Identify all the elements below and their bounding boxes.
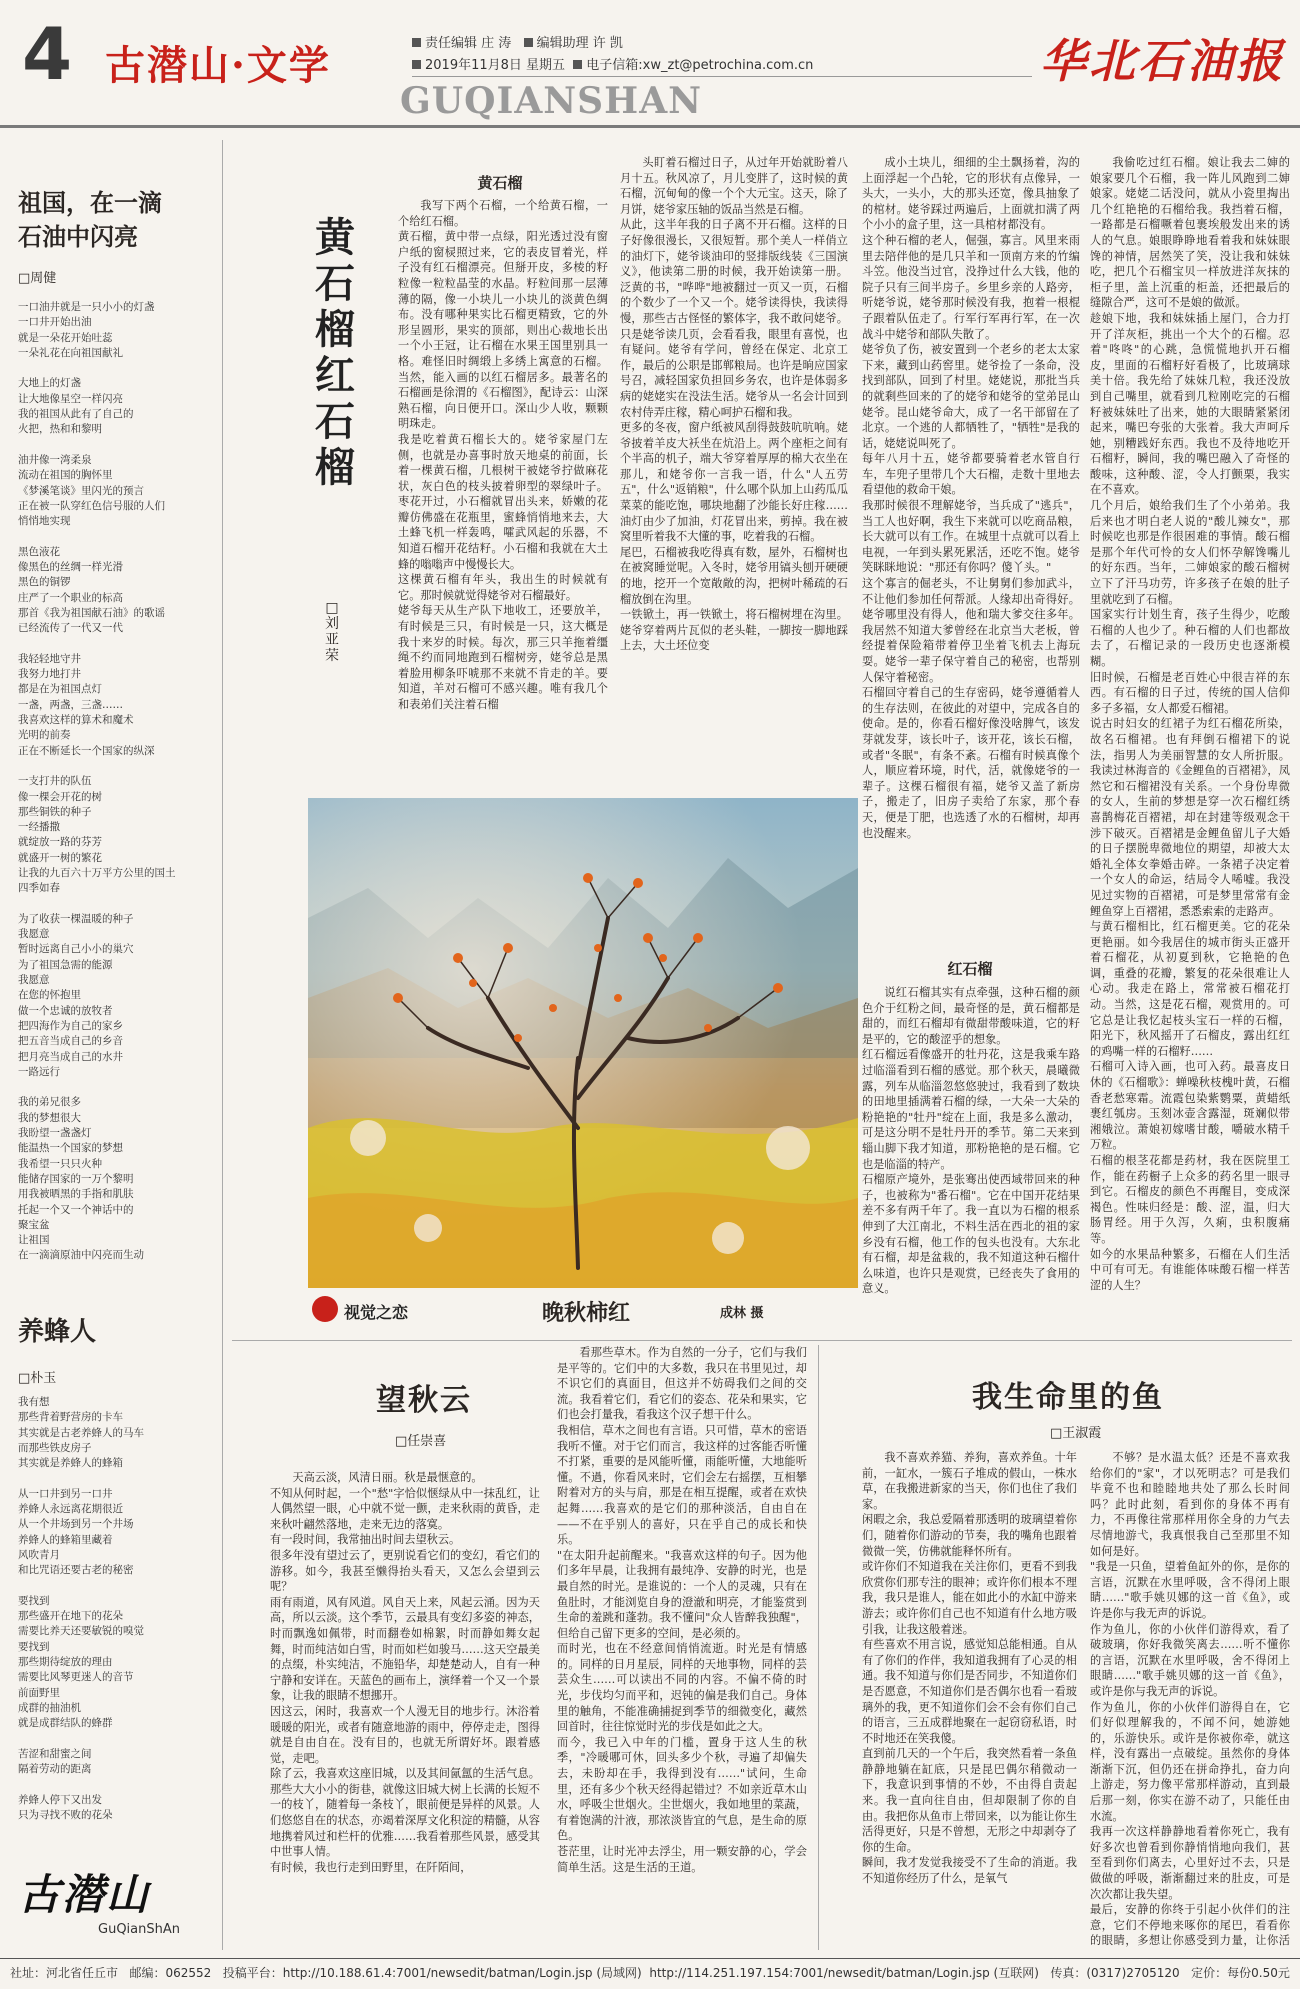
feature-col4 xyxy=(1090,155,1290,1330)
column-divider xyxy=(222,140,223,1950)
essay2-col2-text: 不够？是水温太低？还是不喜欢我给你们的"家"，才以死明志？可是我们毕竟不也和睦睦地共处了那么长时间吗？此时此刻，看到你的身体不再有力，不再像往常那样用你全身的力气去尽情地游弋，我真恨我自己至那里不知如何是好。 "我是一只鱼，望着鱼缸外的你，是你的言语，沉默在水里呼吸，含不得闭上眼睛……"歌手姚贝娜的这一首《鱼》，或许是你与我无声的诉说。 作为鱼儿，你的小伙伴们游得欢，看了破玻璃，你好我微笑离去……听不懂你的言语，沉默在水里呼吸，舍不得闭上眼睛……"歌手姚贝娜的这一首《鱼》，或许是你与我无声的诉说。 作为鱼儿，你的小伙伴们游得自在，它们好似理解我的，不闻不问，她游她的，乐游快乐。或许是你被你牵，就这样，没有露出一点破绽。虽然你的身体渐渐下沉，但仍还在拼命挣扎，奋力向上游走，努力像平常那样游动，直到最后那一刻，你实在游不动了，只能任由水流。 我再一次这样静静地看着你死亡，我有好多次也曾看到你静悄悄地向我们，甚至看到你们离去，心里好过不去，只是做做的呼吸，渐渐翻过来的肚皮，可是次次都让我失望。 最后，安静的你终于引起小伙伴们的注意，它们不停地来啄你的尾巴，看看你的眼睛，多想让你感受到力量，让你活 xyxy=(1090,1451,1290,1948)
essay1-col1 xyxy=(270,1470,540,1950)
feature-subtitle-2: 红石榴 xyxy=(947,960,993,978)
persimmon-photo xyxy=(308,798,858,1288)
poem1-author: □周健 xyxy=(18,271,57,286)
section-logo xyxy=(18,1862,218,1942)
feature-author: □刘亚荣 xyxy=(325,600,339,664)
essay2-author: □王淑霞 xyxy=(1050,1426,1102,1441)
feature-col1 xyxy=(398,198,608,793)
date-line xyxy=(412,54,813,73)
flower-icon xyxy=(312,1296,338,1322)
newspaper-masthead: 华北石油报 xyxy=(1040,34,1285,88)
photo-credit: 成林 摄 xyxy=(720,1306,764,1321)
essay2-col1 xyxy=(862,1450,1077,1950)
assistant-editor: 编辑助理 许 凯 xyxy=(536,36,623,51)
poem1-title-line2: 石油中闪亮 xyxy=(18,222,138,251)
lower-section-rule xyxy=(232,1340,1292,1341)
essay2-col2 xyxy=(1090,1450,1290,1950)
essay2-col1-text: 我不喜欢养猫、养狗，喜欢养鱼。十年前，一缸水，一簇石子堆成的假山，一株水草，在我搬进新家的当天，你们也住了我们家。 闲暇之余，我总爱隔着那透明的玻璃望着你们，随着你们游动的节奏，我的嘴角也跟着微微一笑，仿佛就能释怀所有。 或许你们不知道我在关注你们，更看不到我欣赏你们那专注的眼神；或许你们根本不理我，我只是谁人，能在如此小的水缸中游来游去；或许你们自己也不知道有什么地方吸引我，让我这般着迷。 有些喜欢不用言说，感觉知总能相通。自从有了你们的作伴，我知道我拥有了心灵的相通。我不知道与你们是否同步，不知道你们是否愿意，不知道你们是否偶尔也看一看玻璃外的我，更不知道你们会不会有你们自己的语言，三五成群地聚在一起窃窃私语，时不时地还在笑我傻。 直到前几天的一个午后，我突然看着一条鱼静静地躺在缸底，只是昆巴偶尔稍微动一下，我意识到事情的不妙，不由得自责起来。我一直向往自由，但却限制了你的自由。我把你从鱼市上带回来，以为能让你生活得更好，只是不曾想，无形之中却剥夺了你的生命。 瞬间，我才发觉我接受不了生命的消逝。我不知道你经历了什么，是氧气 xyxy=(862,1451,1077,1886)
feature-col3b xyxy=(862,985,1080,1330)
header-divider xyxy=(412,76,1032,77)
feature-col2 xyxy=(620,155,848,793)
footer-platform-web: http://114.251.197.154:7001/newsedit/batman/Login.jsp (互联网) xyxy=(649,1966,1039,1980)
feature-col4-text: 我偷吃过红石榴。娘让我去二婶的娘家要几个石榴，我一阵儿风跑到二婶娘家。姥姥二话没问，就从小瓷里掏出几个红艳艳的石榴给我。我挡着石榴，一路都是石榴噘着包裹埃般发出来的诱人的气息。娘眼睁睁地看着我和妹妹眼馋的神情，居然笑了笑，没让我和妹妹吃，把几个石榴宝贝一样放进洋灰抹的柜子里，盖上沉重的柜盖，还把最后的缝隙合严，这可不是娘的做派。 趁娘下地，我和妹妹插上屋门，合力打开了洋灰柜，挑出一个大个的石榴。忍着"咚咚"的心跳，急慌慌地扒开石榴皮，里面的石榴籽好看极了，比玻璃球美十倍。我先给了妹妹几粒，我还没放到自己嘴里，就看到几粒刚吃完的石榴籽被妹妹吐了出来，她的大眼睛紧紧闭起来，嘴巴夸张的大张着。我大声呵斥她，别糟践好东西。我也不及待地吃开石榴籽，瞬间，我的嘴巴融入了奇怪的酸味，这种酸、涩，令人打颤栗，我实在不喜欢。 几个月后，娘给我们生了个小弟弟。我后来也才明白老人说的"酸儿辣女"，那时候吃也那是作很困难的事情。酸石榴是那个年代可怜的女人们怀孕解馋嘴儿的好东西。当年，二婶娘家的酸石榴树立下了汗马功劳，许多孩子在娘的肚子里就吃到了石榴。 国家实行计划生育，孩子生得少，吃酸石榴的人也少了。种石榴的人们也都故去了，石榴记录的一段历史也逐渐模糊。 旧时候，石榴是老百姓心中很吉祥的东西。有石榴的日子过，传统的国人信仰多子多福，女人都爱石榴裙。 说古时妇女的红裙子为红石榴花所染，故名石榴裙。也有拜倒石榴裙下的说法，指男人为美丽智慧的女人所折服。我读过林海音的《金鲤鱼的百褶裙》，凤然它和石榴裙没有关系。一个身份卑微的女人，生前的梦想是穿一次石榴红绣喜鹊梅花百褶裙，却在封建等级观念干涉下破灭。百褶裙是金鲤鱼留儿子大婚的日子摆脱卑微地位的期望，却被大太婚礼全体女拳婚击碎。一条裙子决定着一个女人的命运，结局令人唏嘘。我没见过实物的百褶裙，可是梦里常常有金鲤鱼穿上百褶裙，悉悉索索的走路声。 与黄石榴相比，红石榴更美。它的花朵更艳丽。如今我居住的城市街头正盛开着石榴花，从初夏到秋，它艳艳的色调，重叠的花瓣，繁复的花朵很难让人心动。我走在路上，常常被石榴花打动。当然，这是花石榴，观赏用的。可它总是让我忆起枝头宝石一样的石榴，阳光下，秋风摇开了石榴皮，露出红红的鸡嘴一样的石榴籽…… 石榴可入诗入画，也可入药。最喜皮日休的《石榴歌》：蝉噪秋枝槐叶黄，石榴香老愁寒霜。流霞包染紫鹦粟，黄蜡纸裹红瓠房。玉刻冰壶含露湿，斑斓似带湘娥泣。萧娘初嫁嗜甘酸，嚼破水精千万粒。 石榴的根茎花都是药材，我在医院里工作，能在药橱子上众多的药名里一眼寻到它。石榴皮的颜色不再醒目，变成深褐色。性味归经是：酸、涩，温，归大肠胃经。用于久泻，久痢，虫积腹痛等。 如今的水果品种繁多，石榴在人们生活中可有可无。有谁能体味酸石榴一样苦涩的人生？ xyxy=(1090,156,1290,1292)
page-number: 4 xyxy=(22,12,73,96)
feature-col1-text: 我写下两个石榴，一个给黄石榴，一个给红石榴。 黄石榴，黄中带一点绿，阳光透过没有窗户纸的窗棂照过来，它的表皮冒着光，样子没有红石榴漂亮。但掰开皮，多棱的籽粒像一粒粒晶莹的水晶。籽粒间那一层薄薄的隔，像一小块儿一小块儿的淡黄色绸布。没有哪种果实比石榴更精致，它的外形呈圆形，果实的顶部，则出心裁地长出一个小王冠，让石榴在水果王国里别具一格。难怪旧时绸缎上多绣上寓意的石榴。当然，能入画的以红石榴居多。最著名的石榴画是徐渭的《石榴图》，配诗云：山深熟石榴，向日便开口。深山少人收，颗颗明珠走。 我是吃着黄石榴长大的。姥爷家屋门左侧，也就是办喜事时放天地桌的前面，长着一棵黄石榴，几根树干被姥爷拧做麻花状，灰白色的枝头披着卵型的翠绿叶子。枣花开过，小石榴就冒出头来，娇嫩的花瓣仿佛盛在花瓶里，蜜蜂悄悄地来去，大土蜂飞机一样轰鸣，嚯武风起的乐器，不知道石榴开花结籽。小石榴和我就在大土蜂的嗡嗡声中慢慢长大。 这棵黄石榴有年头，我出生的时候就有它。那时候就觉得姥爷对石榴最好。 姥爷每天从生产队下地收工，还要放羊，有时候是三只，有时候是一只，这大概是我十来岁的时候。每次，那三只羊拖着缰绳不约而同地跑到石榴树旁，姥爷总是黑着脸用柳条吓唬那不来就不肯走的羊。要知道，羊对石榴可不感兴趣。唯有我几个和表弟们关注着石榴 xyxy=(398,199,608,711)
editor: 责任编辑 庄 涛 xyxy=(425,36,512,51)
photo-illustration xyxy=(308,798,858,1288)
footer-address: 社址：河北省任丘市 xyxy=(10,1966,119,1980)
logo-pinyin: GuQianShAn xyxy=(98,1922,180,1937)
editor-line xyxy=(412,32,623,51)
photo-column-name: 视觉之恋 xyxy=(344,1303,409,1322)
footer-fax: 传真：(0317)2705120 xyxy=(1050,1966,1180,1980)
essay1-author: □任崇喜 xyxy=(395,1434,447,1449)
feature-title-text: 黄石榴 红石榴 xyxy=(315,214,355,491)
feature-col3-text: 成小土块儿，细细的尘土飘扬着，沟的上面浮起一个凸轮，它的形状有点像异，一头大，一头小，大的那头还宽，像具抽象了的棺材。姥爷踩过两遍后，上面就扣满了两个小小的盒子里，这一具棺材都没有。 这个种石榴的老人，倔强，寡言。风里来雨里去陪伴他的是几只羊和一顶南方来的竹编斗笠。他没当过官，没挣过什么大钱，他的院子只有三间半房子。乡里乡亲的人路旁，听姥爷说，姥爷那时候没有我，抱着一根棍子跟着队伍走了。行军行军再行军，在一次战斗中姥爷和部队失散了。 姥爷负了伤，被安置到一个老乡的老太太家下来，藏到山药窖里。姥爷捡了一条命，没找到部队，回到了村里。姥姥说，那批当兵的就剩些回来的了的姥爷和姥爷的堂弟昆山姥爷。昆山姥爷命大，成了一名干部留在了北京。一个逃的人都牺牲了，"牺牲"是我的话，姥姥说叫死了。 每年八月十五，姥爷都要骑着老水管自行车，车兜子里带几个大石榴，走数十里地去看望他的救命干娘。 我那时候很不理解姥爷，当兵成了"逃兵"，当工人也好啊，我生下来就可以吃商品粮，长大就可以有工作。在城里十点就可以看上电视，一年到头累死累活，还吃不饱。姥爷笑眯眯地说："那还有你吗？傻丫头。" 这个寡言的倔老头，不让舅舅们参加武斗，不让他们参加任何帮派。人缘却出奇得好。姥爷哪里没有得人，他和瑞大爹交往多年。我居然不知道大爹曾经在北京当大老板，曾经提着保险箱带着停卫坐着飞机去上海玩耍。姥爷一辈子保守着自己的秘密，也帮别人保守着秘密。 石榴回守着自己的生存密码，姥爷遵循着人的生存法则，在彼此的对望中，完成各自的使命。是的，你看石榴好像没啥脾气，该发芽就发芽，该长叶子，该开花，该长石榴，或者"冬眠"，有条不紊。石榴有时候真像个人，顺应着环境，时代，活，就像姥爷的一辈子。这棵石榴很有福，姥爷又盖了新房子，搬走了，旧房子卖给了东家，那个春天，便是丁肥，也选透了水的石榴树，却再也没醒来。 xyxy=(862,156,1080,840)
issue-date: 2019年11月8日 星期五 xyxy=(425,58,566,73)
poem1-title-line1: 祖国，在一滴 xyxy=(18,188,162,217)
footer-rule xyxy=(0,1958,1300,1959)
essay-divider xyxy=(818,1345,819,1950)
photo-title: 晚秋柿红 xyxy=(542,1300,631,1326)
section-title: 古潜山·文学 xyxy=(105,42,331,89)
photo-caption-bar xyxy=(308,1292,858,1328)
footer-platform-lan: 投稿平台：http://10.188.61.4:7001/newsedit/batman/Login.jsp (局域网) xyxy=(222,1966,642,1980)
poem2-author: □朴玉 xyxy=(18,1371,57,1386)
feature-subtitle-1: 黄石榴 xyxy=(477,174,523,192)
feature-vertical-title xyxy=(310,215,360,491)
header-rule xyxy=(0,125,1300,128)
feature-col2-text: 头盯着石榴过日子，从过年开始就盼着八月十五。秋风凉了，月儿变胖了，这时候的黄石榴，沉甸甸的像一个个大元宝。这天，除了月饼，姥爷家压轴的饭品当然是石榴。 从此，这半年我的日子离不开石榴。这样的日子好像很漫长，又很短暂。那个美人一样俏立的油灯下，姥爷谈油印的竖排版线装《三国演义》，他读第二册的时候，我开始读第一册。泛黄的书，"哗哗"地被翻过一页又一页，石榴的个数少了一个又一个。姥爷读得快，我读得慢，那些古古怪怪的繁体字，我不敢问姥爷。只是姥爷读几页，会看看我，眼里有喜悦，也有疑问。姥爷有学问，曾经在保定、北京工作，最后的公职是邯郸粮局。也许是晌应国家号召，减轻国家负担回乡务农，也许是体弱多病的姥姥实在没法生活。姥爷从一名会计回到农村侍弄庄稼，精心呵护石榴和我。 更多的冬夜，窗户纸被风刮得鼓鼓吭吭响。姥爷披着羊皮大袄坐在炕沿上。两个座柜之间有个半高的机子，端大爷穿着厚厚的棉大衣坐在那儿，和姥爷你一言我一语，什么"人五劳五"，什么"返销粮"，什么哪个队加上山药瓜瓜菜菜的能吃饱，哪块地翻了沙能长好庄稼……油灯由少了加油，灯花冒出来，剪掉。我在被窝里听着我不大懂的事，吃着我的石榴。 尾巴，石榴被我吃得真有数，屋外，石榴树也在被窝睡觉呢。入冬时，姥爷用镐头刨开硬硬的地，挖开一个宽敞敞的沟，把树叶稀疏的石榴放倒在沟里。 一铁锨土，再一铁锨土，将石榴树埋在沟里。姥爷穿着两片瓦似的老头鞋，一脚按一脚地踩上去，大土坯位变 xyxy=(620,156,848,653)
logo-chars: 古潜山 xyxy=(18,1870,151,1919)
poem2-title: 养蜂人 xyxy=(18,1317,97,1347)
footer-price: 定价：每份0.50元 xyxy=(1191,1966,1290,1980)
essay2-title: 我生命里的鱼 xyxy=(972,1380,1164,1415)
feature-col3 xyxy=(862,155,1080,950)
poem2-body: 我有想 那些背着野营房的卡车 其实就是古老养蜂人的马车 而那些铁皮房子 其实就是养蜂人的蜂箱 从一口井到另一口井 养蜂人永远离花期很近 从一个井场到另一个井场 养蜂人的蜂箱里藏着 风吹青月 和比咒语还要古老的秘密 要找到 那些盛开在地下的花朵 需要比养天还要敏锐的嗅觉 要找到 那些期待绽放的理由 需要比风琴更迷人的音节 前面野里 成群的抽油机 就是成群结队的蜂群 苦涩和甜蜜之间 隔着劳动的距离 养蜂人停下又出发 只为寻找不败的花朵 xyxy=(18,1396,144,1822)
footer-postcode: 邮编：062552 xyxy=(129,1966,212,1980)
essay1-title: 望秋云 xyxy=(376,1383,472,1418)
section-pinyin: GUQIANSHAN xyxy=(400,80,703,122)
poem1-body: 一口油井就是一只小小的灯盏 一口井开始出油 就是一朵花开始吐蕊 一朵礼花在向祖国献礼 大地上的灯盏 让大地像星空一样闪亮 我的祖国从此有了自己的 火把，热和和黎明 油井像一湾柔泉 流动在祖国的胸怀里 《梦溪笔谈》里闪光的预言 正在被一队穿红色信号服的人们 悄悄地实现 黑色液花 像黑色的丝绸一样光滑 黑色的铜锣 庄严了一个职业的标高 那首《我为祖国献石油》的歌谣 已经流传了一代又一代 我轻轻地守井 我努力地打井 都是在为祖国点灯 一盏，两盏，三盏…… 我喜欢这样的算术和魔术 光明的前奏 正在不断延长一个国家的纵深 一支打井的队伍 像一棵会开花的树 那些铜铁的种子 一经播撒 就绽放一路的芬芳 就盛开一树的繁花 让我的九百六十万平方公里的国土 四季如春 为了收获一棵温暖的种子 我愿意 暂时远离自己小小的巢穴 为了祖国急需的能源 我愿意 在您的怀抱里 做一个忠诚的放牧者 把四海作为自己的家乡 把五音当成自己的乡音 把月亮当成自己的水井 一路远行 我的弟兄很多 我的梦想很大 我盼望一盏盏灯 能温热一个国家的梦想 我希望一只只火种 能储存国家的一万个黎明 用我被晒黑的手指和肌肤 托起一个又一个神话中的 聚宝盆 让祖国 在一滴滴原油中闪亮而生动 xyxy=(18,301,176,1262)
essay1-col2-text: 看那些草木。作为自然的一分子，它们与我们是平等的。它们中的大多数，我只在书里见过，却不识它们的真面目，但这并不妨碍我们之间的交流。我看着它们，看它们的姿态、花朵和果实，它们也会打量我，看我这个汉子想干什么。 我相信，草木之间也有言语。只可惜，草木的密语我听不懂。对于它们而言，我这样的过客能否听懂不打紧，重要的是风能听懂，雨能听懂，大地能听懂。不過，你看风来时，它们会左右摇摆，互相攀附着对方的头与肩，那是在相互提醒，或者在欢快起舞……我喜欢的是它们的那种淡活，自由自在——不在乎别人的喜好，只在乎自己的成长和快乐。 "在太阳升起前醒来。"我喜欢这样的句子。因为他们多年早晨，让我拥有最纯净、安静的时光，也是最自然的时光。是谁说的：一个人的灵魂，只有在鱼肚时，才能浏览自身的澄澈和明亮，才能鉴赏到生命的羞跳和蓬勃。我不懂问"众人皆醉我独醒"，但给自己留下更多的空间，是必须的。 而时光，也在不经意间悄悄流逝。时光是有情感的。同样的日月星辰，同样的天地事物，同样的芸芸众生……可以读出不同的内容。不偏不倚的时光，步伐均匀而平和，迟钝的偏是我们自己。身体里的触角，不能准确捕捉到季节的细微变化，藏然回首时，往往惊觉时光的步伐是如此之大。 而今，我已入中年的门槛，置身于这人生的秋季，"冷暖哪可休，回头多少个秋，寻遍了却偏失去，未盼却在手，我得到没有……"试问，生命里，还有多少个秋天经得起错过？不如亲近草木山水，呼吸尘世烟火。尘世烟火，我如地里的菜蔬，有着饱满的汁液，那浓淡皆宜的气息，是生命的原色。 苍茫里，让时光冲去浮尘，用一颗安静的心，学会简单生活。这是生活的王道。 xyxy=(557,1346,807,1874)
poem1-title xyxy=(18,186,162,254)
email: 电子信箱:xw_zt@petrochina.com.cn xyxy=(586,58,814,73)
feature-col3b-text: 说红石榴其实有点牵强，这种石榴的颜色介于红粉之间，最奇怪的是，黄石榴都是甜的，而红石榴却有微甜带酸味道，它的籽是平的，它的酸涩乎的想象。 红石榴远看像盛开的牡丹花，这是我乘车路过临淄看到石榴的感觉。那个秋天，晨曦微露，列车从临淄忽悠悠驶过，我看到了数块的田地里插满着石榴的绿，一大朵一大朵的粉艳艳的"牡丹"绽在上面，我是多么激动，可是这分明不是牡丹开的季节。第二天来到辎山脚下我才知道，那粉艳艳的是石榴。它也是临淄的特产。 石榴原产境外，是张骞出使西域带回来的种子，也被称为"番石榴"。它在中国开花结果差不多有两千年了。我一直以为石榴的根系伸到了大江南北，不料生活在西北的祖的家乡没有石榴，他工作的包头也没有。大东北有石榴，却是盆栽的，我不知道这种石榴什么味道，也许只是观赏，已经丧失了食用的意义。 xyxy=(862,986,1080,1296)
essay1-col1-text: 天高云淡，风清日丽。秋是最惬意的。 不知从何时起，一个"愁"字恰似惬绿从中一抹乱红，让人偶然望一眼，心中就不觉一颤，走来秋雨的黄昏，走来秋叶翩然落地，走来无边的落寞。 有一段时间，我常抽出时间去望秋云。 很多年没有望过云了，更别说看它们的变幻，看它们的游移。如今，我甚至懒得抬头看天，又怎么会望到云呢？ 雨有雨道，风有风道。风自天上来，风起云涌。因为天高，所以云淡。这个季节，云最具有变幻多姿的神态，时而飘逸如佩带，时而翻卷如棉絮，时而静如舞女起舞，时而纯洁如白雪，时而如栏如骏马……这天空最美的点缀，朴实纯洁，不施铅华，却楚楚动人，自有一种宁静和安详在。天蓝色的画布上，演绎着一个又一个景象，让我的眼睛不想挪开。 因这云，闲时，我喜欢一个人漫无目的地步行。沐浴着暖暖的阳光，或者有随意地游的雨中，停停走走，图得就是自由自在。没有目的，也就无所谓好坏。跟着感觉，走吧。 除了云，我喜欢这座旧城，以及其间氤氲的生活气息。那些大大小小的街巷，就像这旧城大树上长满的长短不一的枝丫，随着每一条枝丫，眼前便是异样的风景。人们悠悠自在的状态，亦竭着深厚文化积淀的精髓，从容地携着风过和栏杆的优雅……我看着那些风景，感受其中世事人情。 有时候，我也行走到田野里，在阡陌间， xyxy=(270,1471,540,1874)
essay1-col2 xyxy=(557,1345,807,1950)
footer xyxy=(10,1964,1300,1981)
